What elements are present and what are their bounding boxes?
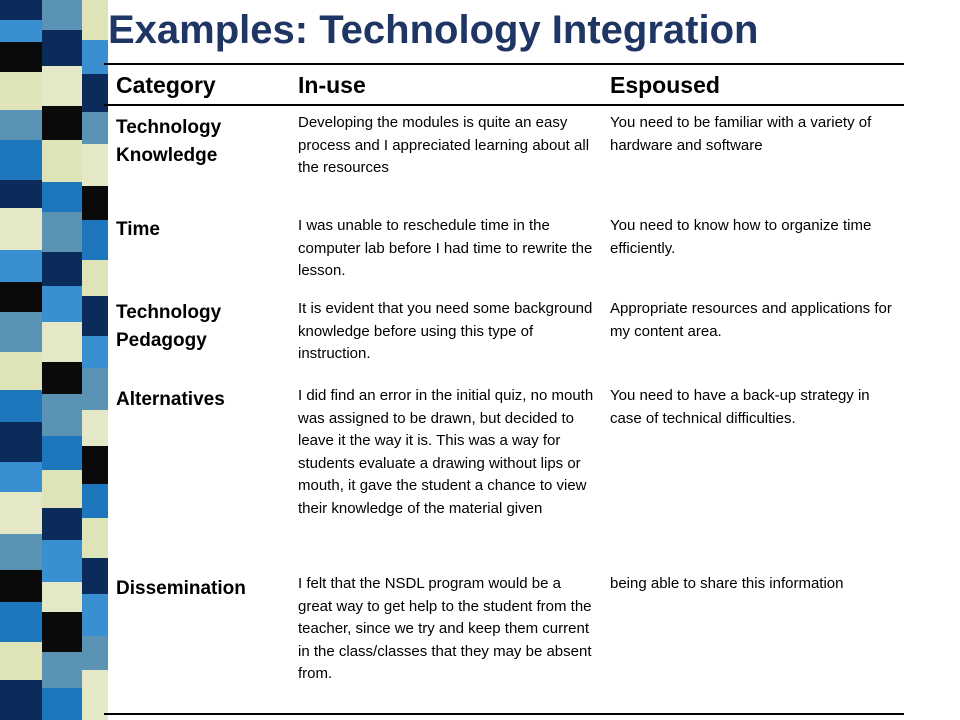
row-espoused-cell: You need to know how to organize time efficiently.	[610, 217, 872, 257]
row-espoused-cell: Appropriate resources and applications for my content area.	[610, 300, 892, 340]
row-in-use-cell: I felt that the NSDL program would be a great way to get help to the student from the teacher, since we try and keep them current in the class/classes that they may be absent from.	[298, 575, 592, 682]
row-in-use-cell: I was unable to reschedule time in the computer lab before I had time to rewrite the lesson.	[298, 217, 593, 279]
row-in-use-cell: It is evident that you need some background knowledge before using this type of instruction.	[298, 300, 593, 362]
column-header-in-use: In-use	[298, 72, 366, 98]
column-header-category: Category	[116, 72, 216, 98]
row-espoused-cell: You need to have a back-up strategy in case of technical difficulties.	[610, 387, 870, 427]
header-bottom-rule	[104, 104, 904, 106]
row-category-technology-knowledge: Technology Knowledge	[116, 117, 222, 166]
column-header-espoused: Espoused	[610, 72, 720, 98]
table-bottom-rule	[104, 713, 904, 715]
row-espoused-cell: being able to share this information	[610, 575, 844, 592]
row-category-dissemination: Dissemination	[116, 578, 246, 599]
slide-title: Examples: Technology Integration	[108, 8, 759, 52]
row-in-use-cell: I did find an error in the initial quiz, no mouth was assigned to be drawn, but decided to leave it the way it is. This was a way for students evaluate a drawing without lips or mouth, it gave the student a chance to view their knowledge of the material given	[298, 387, 594, 517]
header-top-rule	[104, 63, 904, 65]
decorative-side-bar	[0, 0, 110, 720]
row-in-use-cell: Developing the modules is quite an easy process and I appreciated learning about all the resources	[298, 114, 590, 176]
row-category-time: Time	[116, 219, 161, 240]
row-category-alternatives: Alternatives	[116, 389, 225, 410]
row-category-technology-pedagogy: Technology Pedagogy	[116, 302, 222, 351]
row-espoused-cell: You need to be familiar with a variety of hardware and software	[610, 114, 872, 154]
